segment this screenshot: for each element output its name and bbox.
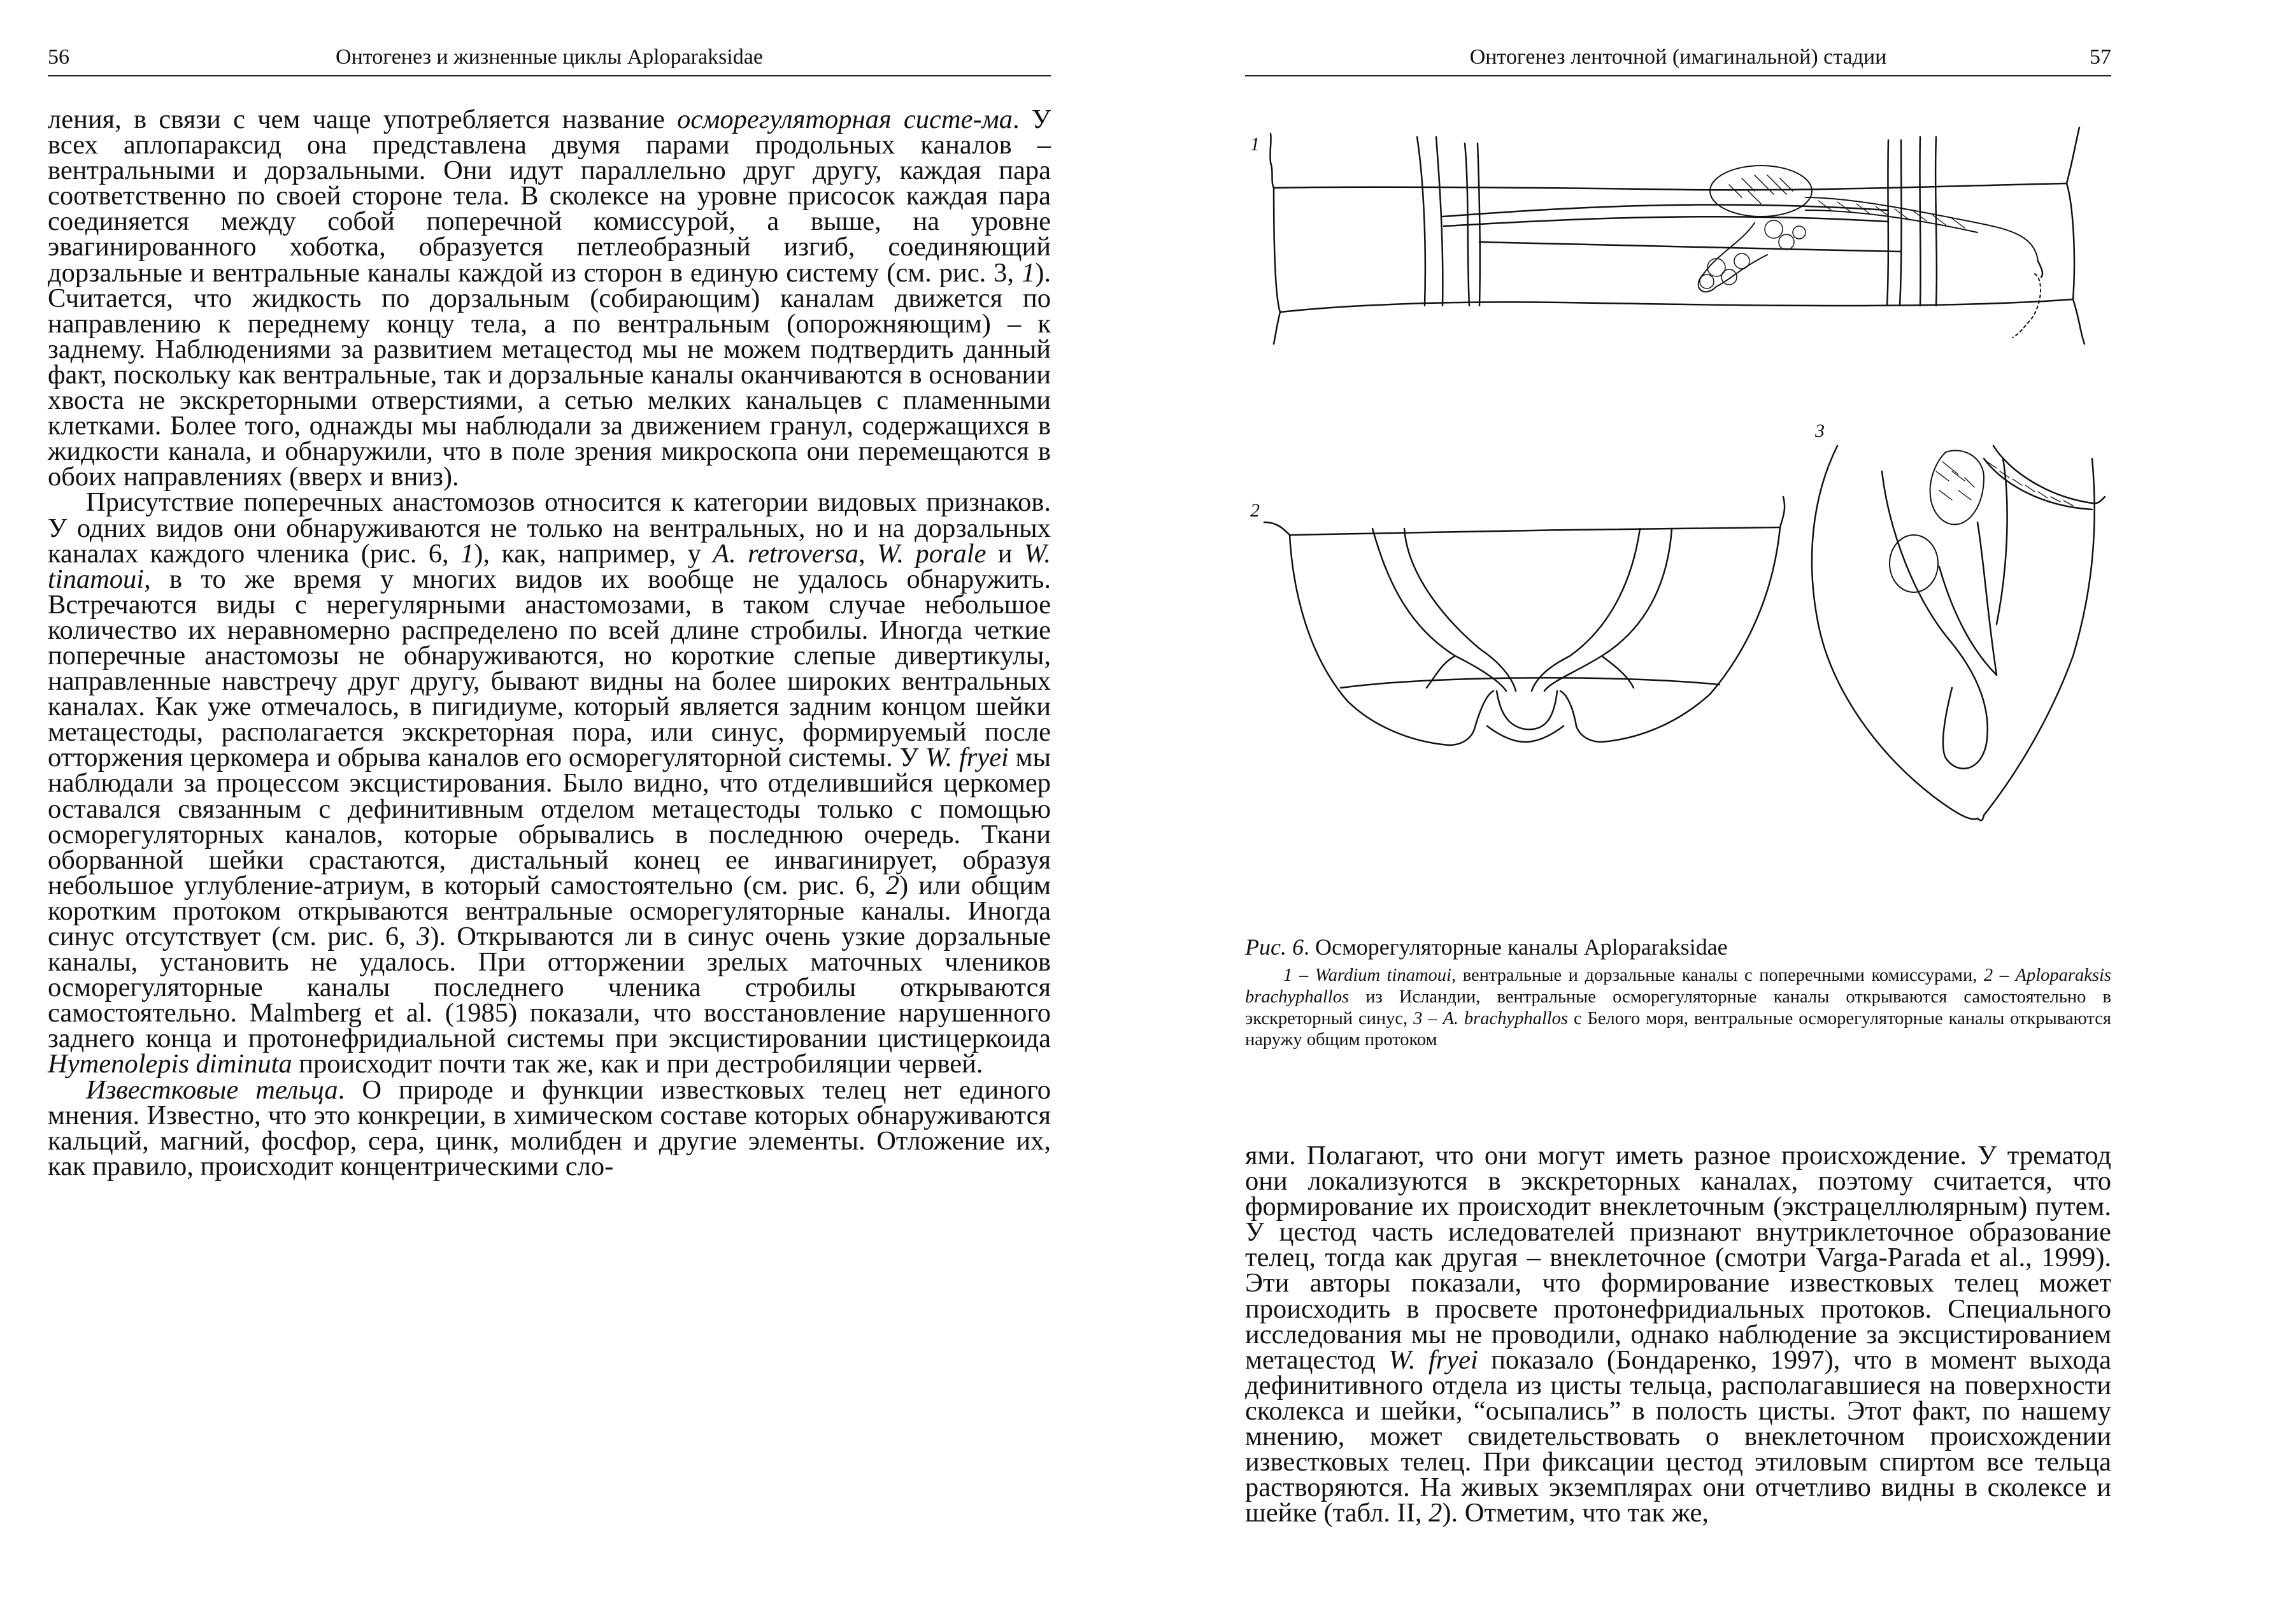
page-number-left: 56 <box>48 45 69 69</box>
figure-6 <box>1245 115 2111 917</box>
paragraph: ями. Полагают, что они могут иметь разное происхождение. У трематод они локализуются в экскреторных каналах, поэтому считается, что формирование их происходит внеклеточным (экстрацеллюлярным) путем. У цестод часть иследователей признают внутриклеточное образование телец, тогда как другая – внеклеточное (смотри Varga-Parada et al., 1999). Эти авторы показали, что формирование известковых телец может происходить в просвете протонефридиальных протоков. Специального исследования мы не проводили, однако наблюдение за эксцистированием метацестод W. fryei показало (Бондаренко, 1997), что в момент выхода дефинитивного отдела из цисты тельца, располагавшиеся на поверхности сколекса и шейки, “осыпались” в полость цисты. Этот факт, по нашему мнению, может свидетельствовать о внеклеточном происхождении известковых телец. При фиксации цестод этиловым спиртом все тельца растворяются. На живых экземплярах они отчетливо видны в сколексе и шейке (табл. II, 2). Отметим, что так же, <box>1245 1141 2111 1528</box>
panel-label-3: 3 <box>1815 420 1825 441</box>
paragraph: Присутствие поперечных анастомозов относится к категории видовых признаков. У одних видов они обнаруживаются не только на вентральных, но и на дорзальных каналах каждого членика (рис. 6, 1), как, например, у A. retroversa, W. porale и W. tinamoui, в то же время у многих видов их вообще не удалось обнаружить. Встречаются виды с нерегулярными анастомозами, в таком случае небольшое количество их неравномерно распределено по всей длине стробилы. Иногда четкие поперечные анастомозы не обнаруживаются, но короткие слепые дивертикулы, направленные навстречу друг другу, бывают видны на более широких вентральных каналах. Как уже отмечалось, в пигидиуме, который является задним концом шейки метацестоды, располагается экскреторная пора, или синус, формируемый после отторжения церкомера и обрыва каналов его осморегуляторной системы. У W. fryei мы наблюдали за процессом эксцистирования. Было видно, что отделившийся церкомер оставался связанным с дефинитивным отделом метацестоды только с помощью осморегуляторных каналов, которые обрывались в последнюю очередь. Ткани оборванной шейки срастаются, дистальный конец ее инвагинирует, образуя небольшое углубление-атриум, в который самостоятельно (см. рис. 6, 2) или общим коротким протоком открываются вентральные осморегуляторные каналы. Иногда синус отсутствует (см. рис. 6, 3). Открываются ли в синус очень узкие дорзальные каналы, установить не удалось. При отторжении зрелых маточных члеников осморегуляторные каналы последнего членика стробилы открываются самостоятельно. Malmberg et al. (1985) показали, что восстановление нарушенного заднего конца и протонефридиальной системы при эксцистировании цистицеркоида Hymenolepis diminuta происходит почти так же, как и при дестробиляции червей. <box>48 487 1051 1079</box>
paragraph: ления, в связи с чем чаще употребляется название осморегуляторная систе-ма. У всех аплопараксид она представлена двумя парами продольных каналов – вентральными и дорзальными. Они идут параллельно друг другу, каждая пара соответственно по своей стороне тела. В сколексе на уровне присосок каждая пара соединяется между собой поперечной комиссурой, а выше, на уровне эвагинированного хоботка, образуется петлеобразный изгиб, соединяющий дорзальные и вентральные каналы каждой из сторон в единую систему (см. рис. 3, 1). Считается, что жидкость по дорзальным (собирающим) каналам движется по направлению к переднему концу тела, а по вентральным (опорожняющим) – к заднему. Наблюдениями за развитием метацестод мы не можем подтвердить данный факт, поскольку как вентральные, так и дорзальные каналы оканчиваются в основании хвоста не экскреторными отверстиями, а сетью мелких канальцев с пламенными клетками. Более того, однажды мы наблюдали за движением гранул, содержащихся в жидкости канала, и обнаружили, что в поле зрения микроскопа они перемещаются в обоих направлениях (вверх и вниз). <box>48 104 1051 492</box>
panel-label-2: 2 <box>1250 500 1260 521</box>
paragraph: Известковые тельца. О природе и функции известковых телец нет единого мнения. Известно, что это конкреции, в химическом составе которых обнаруживаются кальций, магний, фосфор, сера, цинк, молибден и другие элементы. Отложение их, как правило, происходит концентрическими сло- <box>48 1074 1051 1181</box>
figure-caption <box>1245 933 2111 1051</box>
running-header-left <box>48 39 1051 76</box>
running-head-left: Онтогенез и жизненные циклы Aploparaksidae <box>336 45 763 69</box>
page-right <box>1140 0 2280 1624</box>
running-header-right <box>1245 39 2111 76</box>
running-head-right: Онтогенез ленточной (имагинальной) стадии <box>1469 45 1887 69</box>
body-text-right <box>1245 1143 2111 1526</box>
panel-1-drawing <box>1270 127 2084 344</box>
page-number-right: 57 <box>2090 45 2111 69</box>
panel-label-1: 1 <box>1250 134 1260 155</box>
panel-3-drawing <box>1812 446 2105 820</box>
panel-2-drawing <box>1264 497 1785 745</box>
figure-drawing <box>1245 115 2111 917</box>
caption-text: 1 – Wardium tinamoui, вентральные и дорзальные каналы с поперечными комиссурами, 2 – Aploparaksis brachyphallos из Исландии, вентральные осморегуляторные каналы открываются самостоятельно в экскреторный синус, 3 – A. brachyphallos с Белого моря, вентральные осморегуляторные каналы открываются наружу общим протоком <box>1245 965 2111 1050</box>
body-text-left <box>48 104 1051 1181</box>
caption-title: Рис. 6. Осморегуляторные каналы Aploparaksidae <box>1245 934 1728 960</box>
